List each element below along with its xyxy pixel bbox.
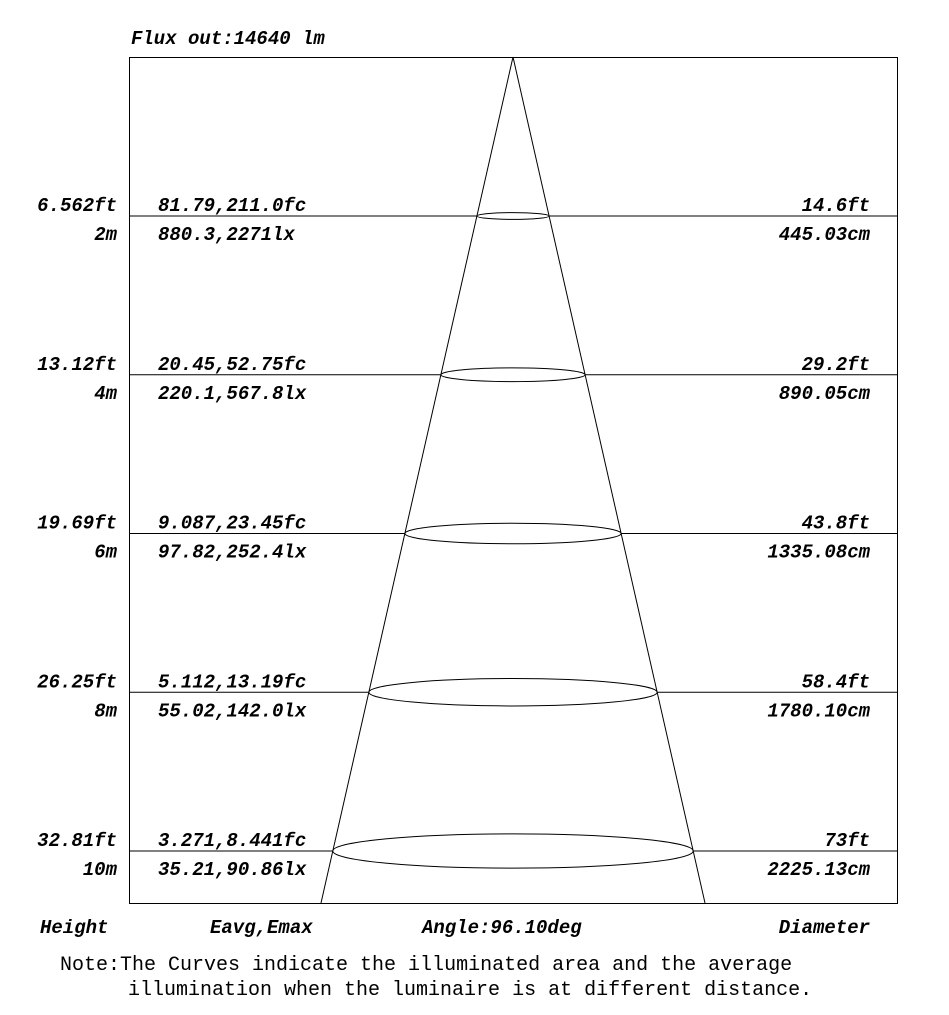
illuminance-fc-label: 3.271,8.441fc [158,830,307,852]
diameter-cm-label: 890.05cm [778,382,870,405]
height-m-label: 6m [94,541,117,564]
beam-ellipse [369,679,657,706]
beam-ellipse [477,213,549,220]
illuminance-fc-label: 20.45,52.75fc [158,353,307,376]
height-m-label: 8m [94,700,117,723]
illuminance-fc-label: 5.112,13.19fc [158,671,307,694]
note-line-2: illumination when the luminaire is at different distance. [128,979,813,1002]
illuminance-lx-label: 97.82,252.4lx [158,541,307,564]
illuminance-fc-label: 81.79,211.0fc [158,195,307,217]
illuminance-lx-label: 55.02,142.0lx [158,700,307,723]
diameter-ft-label: 43.8ft [801,512,870,535]
diameter-header: Diameter [778,917,870,939]
height-ft-label: 13.12ft [37,353,117,376]
height-ft-label: 26.25ft [37,671,117,694]
beam-ellipse [333,834,693,868]
angle-label: Angle:96.10deg [422,917,582,939]
height-ft-label: 19.69ft [37,512,117,535]
chart-title: Flux out:14640 lm [131,28,325,50]
note-line-1: Note:The Curves indicate the illuminated area and the average [60,954,793,977]
diameter-cm-label: 445.03cm [778,224,870,246]
illuminance-lx-label: 880.3,2271lx [158,224,295,246]
illuminance-fc-label: 9.087,23.45fc [158,512,307,535]
height-header: Height [40,917,109,939]
diameter-ft-label: 73ft [824,830,870,852]
diameter-ft-label: 29.2ft [801,353,870,376]
height-ft-label: 6.562ft [37,195,117,217]
diameter-cm-label: 1335.08cm [767,541,870,564]
beam-ellipse [441,368,585,382]
height-ft-label: 32.81ft [37,830,117,852]
diameter-cm-label: 1780.10cm [767,700,870,723]
height-m-label: 10m [82,859,117,881]
height-m-label: 4m [94,382,117,405]
beam-edge-right [513,57,705,903]
height-m-label: 2m [94,224,117,246]
diameter-ft-label: 14.6ft [801,195,870,217]
illuminance-lx-label: 35.21,90.86lx [158,859,307,881]
illuminance-header: Eavg,Emax [210,917,313,939]
plot-frame [130,58,898,904]
diameter-ft-label: 58.4ft [801,671,870,694]
beam-ellipse [405,523,621,544]
beam-edge-left [321,57,513,903]
diameter-cm-label: 2225.13cm [767,859,870,881]
illuminance-lx-label: 220.1,567.8lx [158,382,307,405]
